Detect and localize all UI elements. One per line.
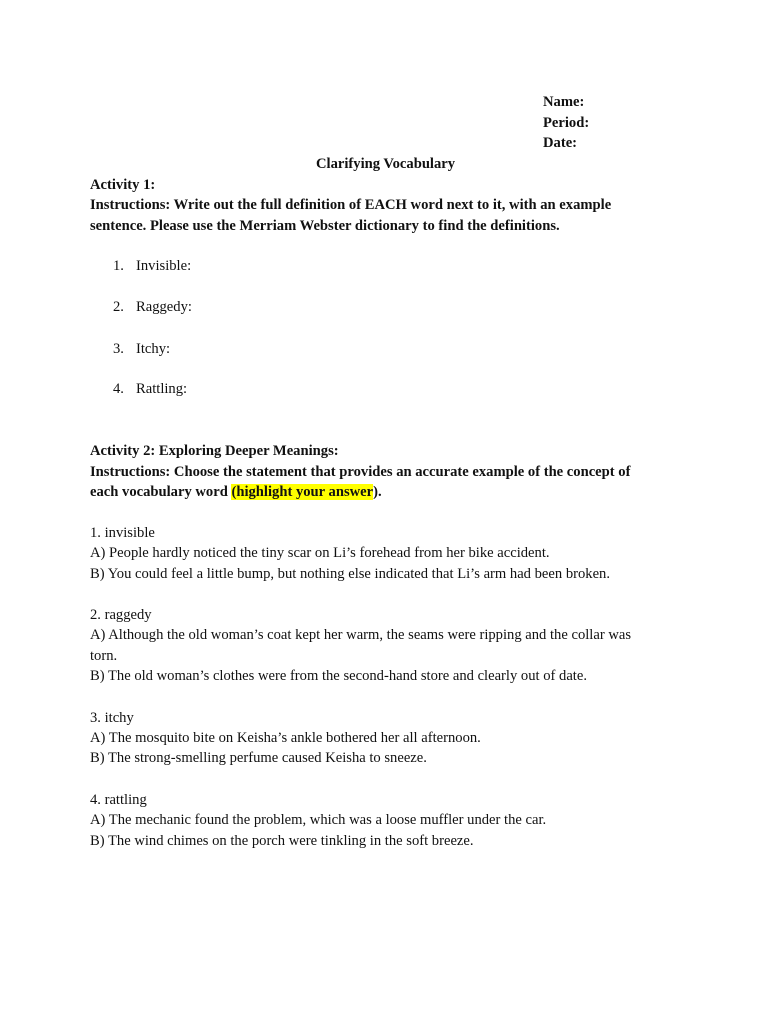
vocab-item-1-number: 1. [113,258,124,274]
name-label: Name: [543,94,585,110]
question-1-option-a: A) People hardly noticed the tiny scar on Li’s forehead from her bike accident. [90,545,550,561]
period-label: Period: [543,115,590,131]
activity1-instructions-line2: sentence. Please use the Merriam Webster dictionary to find the definitions. [90,218,560,234]
question-1-label: 1. invisible [90,525,155,541]
question-4-option-a: A) The mechanic found the problem, which was a loose muffler under the car. [90,812,547,828]
vocab-item-4-number: 4. [113,381,124,397]
date-label: Date: [543,135,578,151]
instructions-line2-suffix: ). [373,484,382,500]
question-2-label: 2. raggedy [90,607,152,623]
question-3-option-b: B) The strong-smelling perfume caused Keisha to sneeze. [90,750,427,766]
question-3-option-a: A) The mosquito bite on Keisha’s ankle bothered her all afternoon. [90,730,481,746]
vocab-item-4-word: Rattling: [136,381,188,397]
page-title: Clarifying Vocabulary [316,156,456,172]
vocab-item-3-word: Itchy: [136,341,171,357]
vocab-item-1-word: Invisible: [136,258,192,274]
activity2-heading: Activity 2: Exploring Deeper Meanings: [90,443,339,459]
instructions-line2-prefix: each vocabulary word [90,484,232,500]
question-2-option-a-line2: torn. [90,648,118,664]
question-4-option-b: B) The wind chimes on the porch were tinkling in the soft breeze. [90,833,474,849]
activity1-instructions-line1: Instructions: Write out the full definition of EACH word next to it, with an example [90,197,612,213]
vocab-item-3-number: 3. [113,341,124,357]
question-3-label: 3. itchy [90,710,134,726]
activity2-instructions-line1: Instructions: Choose the statement that provides an accurate example of the concept of [90,464,631,480]
question-1-option-b: B) You could feel a little bump, but nothing else indicated that Li’s arm had been broken. [90,566,610,582]
activity1-heading: Activity 1: [90,177,156,193]
highlight-your-answer: (highlight your answer [231,484,374,500]
question-2-option-b: B) The old woman’s clothes were from the second-hand store and clearly out of date. [90,668,587,684]
question-2-option-a-line1: A) Although the old woman’s coat kept her warm, the seams were ripping and the collar was [90,627,632,643]
question-4-label: 4. rattling [90,792,147,808]
vocab-item-2-number: 2. [113,299,124,315]
vocab-item-2-word: Raggedy: [136,299,192,315]
activity2-instructions-line2 [90,482,382,502]
